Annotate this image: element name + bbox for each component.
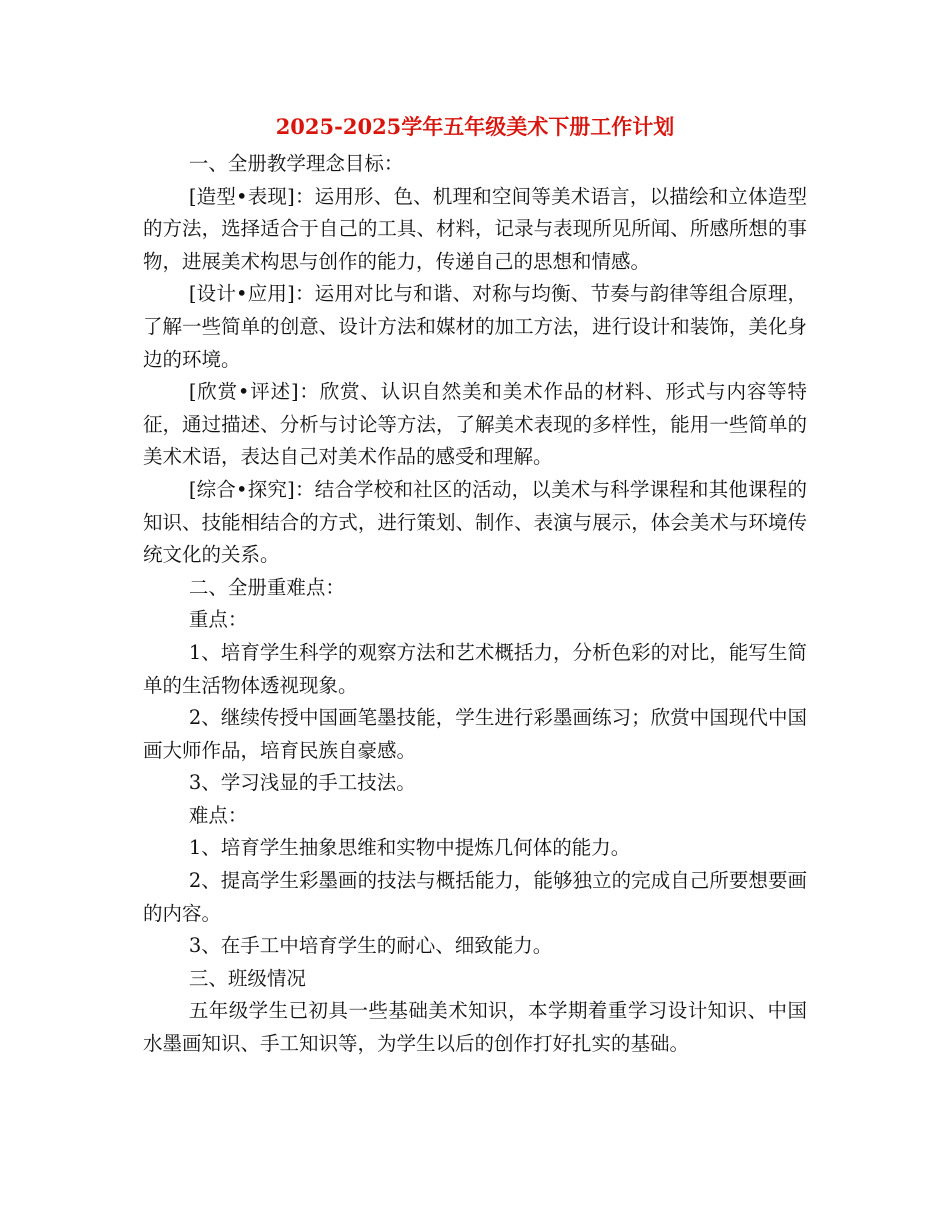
key-point-item: 1、培育学生科学的观察方法和艺术概括力，分析色彩的对比，能写生简单的生活物体透视现象。: [143, 640, 807, 697]
subheading-key-points: 重点：: [188, 608, 248, 632]
subheading-difficulties: 难点：: [188, 803, 248, 827]
key-point-item: 3、学习浅显的手工技法。: [188, 771, 416, 795]
section-heading-goals: 一、全册教学理念目标：: [188, 152, 404, 175]
section-heading-class: 三、班级情况: [188, 966, 306, 990]
class-situation-paragraph: 五年级学生已初具一些基础美术知识，本学期着重学习设计知识、中国水墨画知识、手工知识等，为学生以后的创作打好扎实的基础。: [143, 999, 807, 1056]
difficulty-item: 3、在手工中培育学生的耐心、细致能力。: [188, 934, 553, 958]
difficulty-item: 1、培育学生抽象思维和实物中提炼几何体的能力。: [188, 836, 631, 860]
goal-paragraph-synthesis: [综合•探究]：结合学校和社区的活动，以美术与科学课程和其他课程的知识、技能相结合的方式，进行策划、制作、表演与展示，体会美术与环境传统文化的关系。: [143, 477, 807, 567]
key-point-item: 2、继续传授中国画笔墨技能，学生进行彩墨画练习；欣赏中国现代中国画大师作品，培育民族自豪感。: [143, 706, 807, 762]
goal-paragraph-design: [设计•应用]：运用对比与和谐、对称与均衡、节奏与韵律等组合原理，了解一些简单的创意、设计方法和媒材的加工方法，进行设计和装饰，美化身边的环境。: [143, 282, 807, 371]
document-title: 2025-2025学年五年级美术下册工作计划: [275, 114, 675, 139]
goal-paragraph-appreciation: [欣赏•评述]：欣赏、认识自然美和美术作品的材料、形式与内容等特征，通过描述、分析与讨论等方法，了解美术表现的多样性，能用一些简单的美术术语，表达自己对美术作品的感受和理解。: [143, 380, 807, 469]
section-heading-key-points: 二、全册重难点：: [188, 575, 345, 599]
document-body: [143, 148, 807, 1061]
goal-paragraph-modeling: [造型•表现]：运用形、色、机理和空间等美术语言，以描绘和立体造型的方法，选择适合于自己的工具、材料，记录与表现所见所闻、所感所想的事物，进展美术构思与创作的能力，传递自己的思想和情感。: [143, 184, 807, 273]
difficulty-item: 2、提高学生彩墨画的技法与概括能力，能够独立的完成自己所要想要画的内容。: [143, 869, 807, 925]
